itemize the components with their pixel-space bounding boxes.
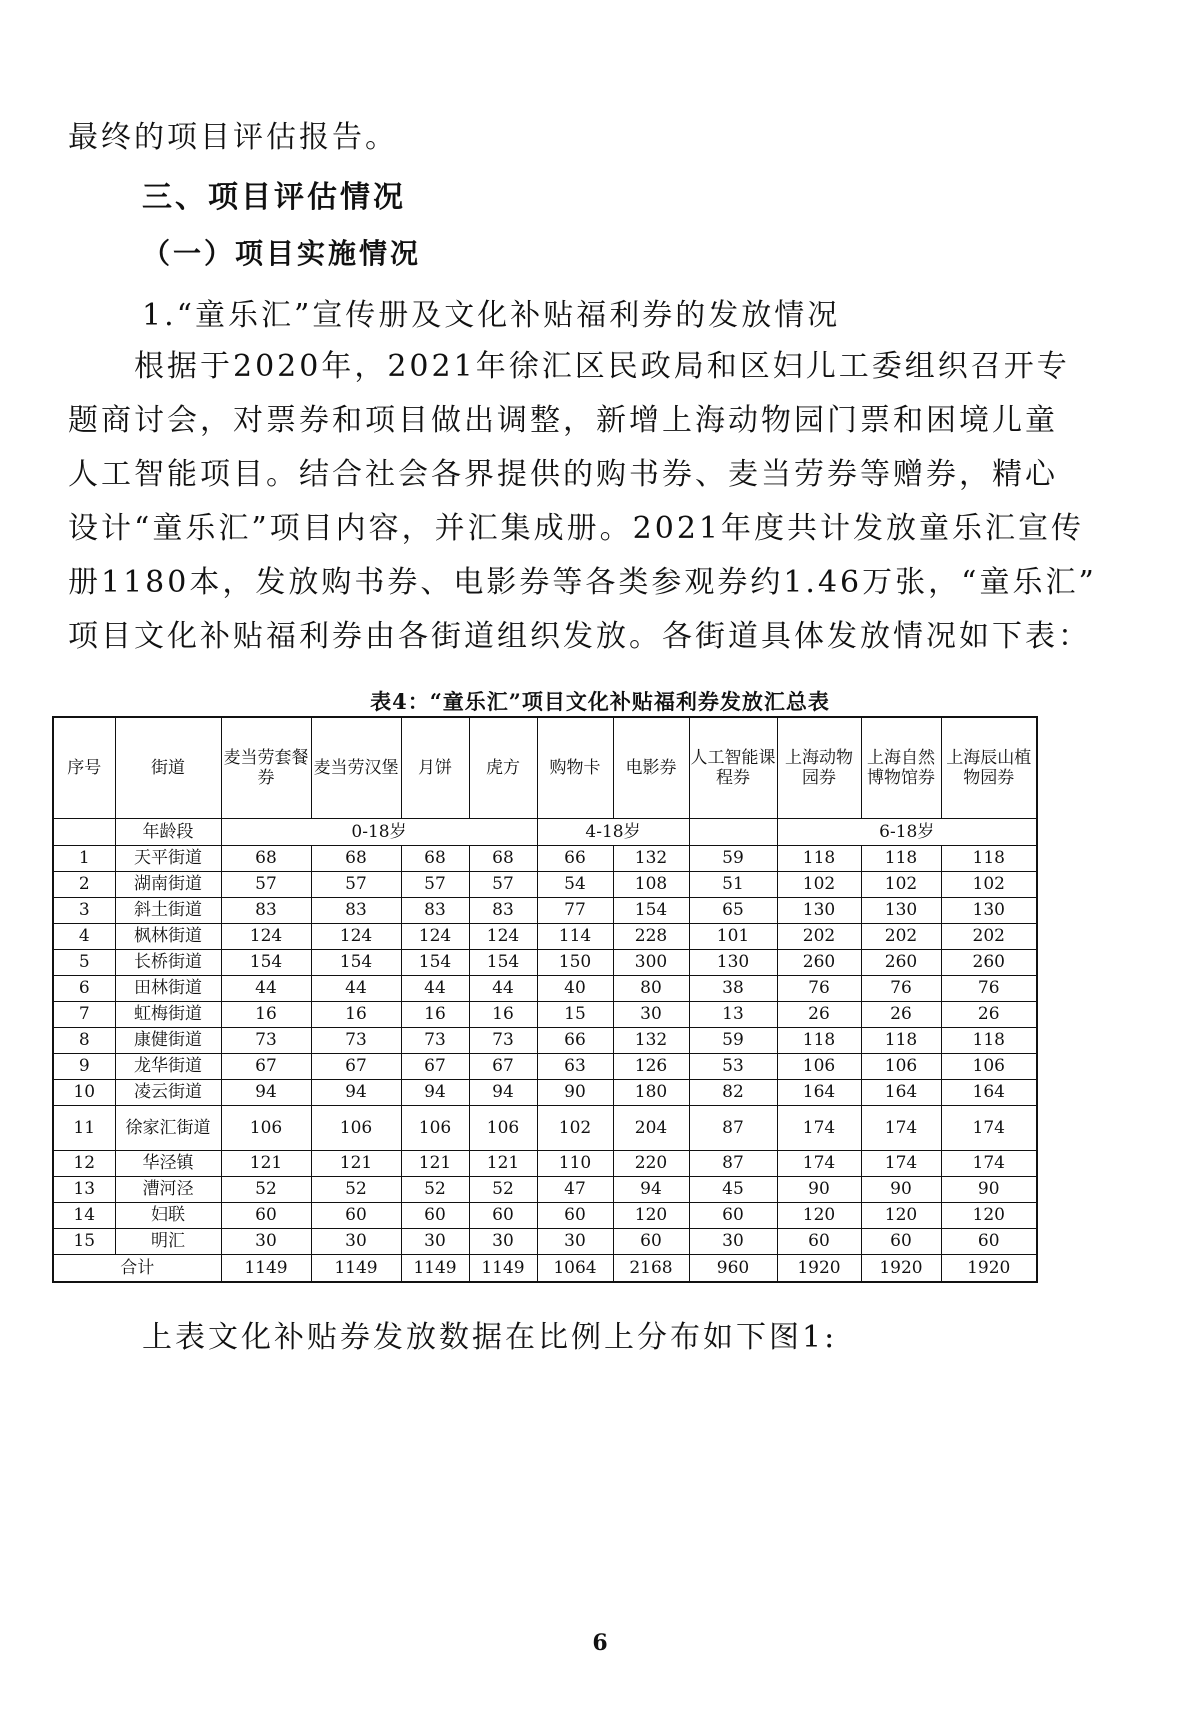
value-cell: 202 [941, 924, 1037, 950]
col-header-mooncake: 月饼 [401, 717, 469, 819]
value-cell: 52 [221, 1177, 311, 1203]
value-cell: 83 [221, 898, 311, 924]
total-cell: 1920 [861, 1255, 941, 1283]
table-row [53, 1106, 1037, 1151]
value-cell: 77 [537, 898, 613, 924]
age-group-2: 4-18岁 [537, 819, 689, 846]
value-cell: 16 [311, 1002, 401, 1028]
value-cell: 124 [469, 924, 537, 950]
value-cell: 68 [221, 846, 311, 872]
value-cell: 52 [311, 1177, 401, 1203]
paragraph-line: 册1180本，发放购书券、电影券等各类参观券约1.46万张，“童乐汇” [68, 565, 1097, 600]
value-cell: 130 [861, 898, 941, 924]
value-cell: 60 [777, 1229, 861, 1255]
value-cell: 66 [537, 1028, 613, 1054]
value-cell: 132 [613, 846, 689, 872]
value-cell: 174 [777, 1151, 861, 1177]
value-cell: 120 [941, 1203, 1037, 1229]
value-cell: 60 [537, 1203, 613, 1229]
value-cell: 57 [469, 872, 537, 898]
value-cell: 47 [537, 1177, 613, 1203]
row-index-cell: 11 [53, 1106, 115, 1151]
value-cell: 174 [941, 1151, 1037, 1177]
value-cell: 130 [777, 898, 861, 924]
value-cell: 180 [613, 1080, 689, 1106]
value-cell: 68 [469, 846, 537, 872]
row-index-cell: 2 [53, 872, 115, 898]
value-cell: 76 [941, 976, 1037, 1002]
value-cell: 60 [221, 1203, 311, 1229]
table-row [53, 1229, 1037, 1255]
value-cell: 106 [861, 1054, 941, 1080]
total-cell: 1149 [401, 1255, 469, 1283]
row-index-cell: 12 [53, 1151, 115, 1177]
col-header-hufang: 虎方 [469, 717, 537, 819]
col-header-mcd-set: 麦当劳套餐券 [221, 717, 311, 819]
table-row [53, 1203, 1037, 1229]
value-cell: 57 [401, 872, 469, 898]
table-row [53, 950, 1037, 976]
street-name-cell: 天平街道 [115, 846, 221, 872]
row-index-cell: 1 [53, 846, 115, 872]
value-cell: 60 [861, 1229, 941, 1255]
value-cell: 102 [861, 872, 941, 898]
table-body [53, 846, 1037, 1255]
value-cell: 44 [311, 976, 401, 1002]
total-cell: 1064 [537, 1255, 613, 1283]
value-cell: 154 [221, 950, 311, 976]
value-cell: 120 [861, 1203, 941, 1229]
value-cell: 106 [221, 1106, 311, 1151]
col-header-movie: 电影券 [613, 717, 689, 819]
value-cell: 106 [941, 1054, 1037, 1080]
value-cell: 118 [861, 1028, 941, 1054]
value-cell: 16 [401, 1002, 469, 1028]
value-cell: 63 [537, 1054, 613, 1080]
value-cell: 67 [469, 1054, 537, 1080]
total-cell: 1920 [777, 1255, 861, 1283]
value-cell: 51 [689, 872, 777, 898]
subsection-heading: （一）项目实施情况 [142, 237, 422, 270]
row-index-cell: 14 [53, 1203, 115, 1229]
table-caption: 表4：“童乐汇”项目文化补贴福利券发放汇总表 [370, 689, 830, 714]
value-cell: 150 [537, 950, 613, 976]
value-cell: 73 [401, 1028, 469, 1054]
total-row [53, 1255, 1037, 1283]
value-cell: 67 [401, 1054, 469, 1080]
value-cell: 106 [777, 1054, 861, 1080]
value-cell: 106 [401, 1106, 469, 1151]
value-cell: 124 [311, 924, 401, 950]
value-cell: 260 [777, 950, 861, 976]
total-label: 合计 [53, 1255, 221, 1283]
value-cell: 73 [221, 1028, 311, 1054]
value-cell: 126 [613, 1054, 689, 1080]
value-cell: 101 [689, 924, 777, 950]
street-name-cell: 漕河泾 [115, 1177, 221, 1203]
col-header-shopping-card: 购物卡 [537, 717, 613, 819]
value-cell: 60 [613, 1229, 689, 1255]
table-row [53, 872, 1037, 898]
table-row [53, 976, 1037, 1002]
street-name-cell: 龙华街道 [115, 1054, 221, 1080]
table-row [53, 1177, 1037, 1203]
value-cell: 120 [777, 1203, 861, 1229]
value-cell: 94 [613, 1177, 689, 1203]
street-name-cell: 长桥街道 [115, 950, 221, 976]
value-cell: 106 [311, 1106, 401, 1151]
value-cell: 102 [537, 1106, 613, 1151]
value-cell: 54 [537, 872, 613, 898]
value-cell: 44 [221, 976, 311, 1002]
value-cell: 121 [469, 1151, 537, 1177]
value-cell: 73 [469, 1028, 537, 1054]
row-index-cell: 8 [53, 1028, 115, 1054]
value-cell: 94 [401, 1080, 469, 1106]
total-cell: 2168 [613, 1255, 689, 1283]
value-cell: 164 [777, 1080, 861, 1106]
value-cell: 121 [401, 1151, 469, 1177]
value-cell: 202 [861, 924, 941, 950]
col-header-mcd-burger: 麦当劳汉堡 [311, 717, 401, 819]
value-cell: 16 [221, 1002, 311, 1028]
col-header-ai-course: 人工智能课程券 [689, 717, 777, 819]
street-name-cell: 徐家汇街道 [115, 1106, 221, 1151]
value-cell: 26 [941, 1002, 1037, 1028]
table-row [53, 924, 1037, 950]
value-cell: 132 [613, 1028, 689, 1054]
street-name-cell: 枫林街道 [115, 924, 221, 950]
value-cell: 76 [861, 976, 941, 1002]
value-cell: 174 [861, 1151, 941, 1177]
value-cell: 44 [469, 976, 537, 1002]
value-cell: 68 [311, 846, 401, 872]
age-group-1: 0-18岁 [221, 819, 537, 846]
value-cell: 118 [941, 846, 1037, 872]
value-cell: 38 [689, 976, 777, 1002]
value-cell: 30 [469, 1229, 537, 1255]
table-row [53, 1054, 1037, 1080]
value-cell: 260 [861, 950, 941, 976]
value-cell: 52 [469, 1177, 537, 1203]
street-name-cell: 华泾镇 [115, 1151, 221, 1177]
col-header-museum: 上海自然博物馆券 [861, 717, 941, 819]
col-header-zoo: 上海动物园券 [777, 717, 861, 819]
age-label: 年龄段 [115, 819, 221, 846]
text-line-intro: 最终的项目评估报告。 [68, 120, 398, 155]
row-index-cell: 10 [53, 1080, 115, 1106]
total-cell: 1149 [221, 1255, 311, 1283]
value-cell: 102 [941, 872, 1037, 898]
value-cell: 90 [777, 1177, 861, 1203]
value-cell: 90 [941, 1177, 1037, 1203]
value-cell: 66 [537, 846, 613, 872]
value-cell: 83 [401, 898, 469, 924]
value-cell: 30 [537, 1229, 613, 1255]
street-name-cell: 凌云街道 [115, 1080, 221, 1106]
value-cell: 102 [777, 872, 861, 898]
value-cell: 124 [221, 924, 311, 950]
value-cell: 45 [689, 1177, 777, 1203]
value-cell: 40 [537, 976, 613, 1002]
value-cell: 114 [537, 924, 613, 950]
value-cell: 174 [861, 1106, 941, 1151]
age-group-3: 6-18岁 [777, 819, 1037, 846]
value-cell: 154 [613, 898, 689, 924]
section-heading: 三、项目评估情况 [142, 180, 406, 215]
value-cell: 94 [311, 1080, 401, 1106]
value-cell: 174 [777, 1106, 861, 1151]
value-cell: 30 [221, 1229, 311, 1255]
value-cell: 60 [941, 1229, 1037, 1255]
value-cell: 118 [777, 846, 861, 872]
age-row [53, 819, 1037, 846]
value-cell: 16 [469, 1002, 537, 1028]
value-cell: 108 [613, 872, 689, 898]
value-cell: 94 [221, 1080, 311, 1106]
value-cell: 57 [311, 872, 401, 898]
value-cell: 60 [689, 1203, 777, 1229]
value-cell: 44 [401, 976, 469, 1002]
total-cell: 960 [689, 1255, 777, 1283]
value-cell: 260 [941, 950, 1037, 976]
value-cell: 174 [941, 1106, 1037, 1151]
value-cell: 60 [401, 1203, 469, 1229]
value-cell: 83 [311, 898, 401, 924]
value-cell: 154 [469, 950, 537, 976]
body-paragraph [68, 340, 1097, 664]
value-cell: 57 [221, 872, 311, 898]
col-header-street: 街道 [115, 717, 221, 819]
value-cell: 68 [401, 846, 469, 872]
value-cell: 52 [401, 1177, 469, 1203]
value-cell: 30 [689, 1229, 777, 1255]
value-cell: 59 [689, 846, 777, 872]
row-index-cell: 3 [53, 898, 115, 924]
distribution-table [52, 716, 1038, 1283]
value-cell: 80 [613, 976, 689, 1002]
table-row [53, 1028, 1037, 1054]
value-cell: 53 [689, 1054, 777, 1080]
value-cell: 13 [689, 1002, 777, 1028]
row-index-cell: 15 [53, 1229, 115, 1255]
value-cell: 130 [689, 950, 777, 976]
row-index-cell: 4 [53, 924, 115, 950]
text-line-after-table: 上表文化补贴券发放数据在比例上分布如下图1: [142, 1320, 838, 1355]
value-cell: 30 [311, 1229, 401, 1255]
value-cell: 106 [469, 1106, 537, 1151]
street-name-cell: 妇联 [115, 1203, 221, 1229]
value-cell: 73 [311, 1028, 401, 1054]
value-cell: 90 [861, 1177, 941, 1203]
value-cell: 87 [689, 1106, 777, 1151]
value-cell: 26 [861, 1002, 941, 1028]
value-cell: 202 [777, 924, 861, 950]
street-name-cell: 虹梅街道 [115, 1002, 221, 1028]
paragraph-line: 人工智能项目。结合社会各界提供的购书券、麦当劳券等赠券，精心 [68, 457, 1058, 492]
age-blank-cell [53, 819, 115, 846]
value-cell: 204 [613, 1106, 689, 1151]
value-cell: 121 [221, 1151, 311, 1177]
value-cell: 220 [613, 1151, 689, 1177]
col-header-index: 序号 [53, 717, 115, 819]
value-cell: 94 [469, 1080, 537, 1106]
value-cell: 154 [311, 950, 401, 976]
item-heading: 1.“童乐汇”宣传册及文化补贴福利券的发放情况 [142, 298, 841, 333]
value-cell: 164 [941, 1080, 1037, 1106]
value-cell: 120 [613, 1203, 689, 1229]
value-cell: 65 [689, 898, 777, 924]
street-name-cell: 湖南街道 [115, 872, 221, 898]
paragraph-line: 根据于2020年，2021年徐汇区民政局和区妇儿工委组织召开专 [134, 349, 1070, 384]
value-cell: 118 [777, 1028, 861, 1054]
table-row [53, 898, 1037, 924]
value-cell: 90 [537, 1080, 613, 1106]
paragraph-line: 题商讨会，对票券和项目做出调整，新增上海动物园门票和困境儿童 [68, 403, 1058, 438]
value-cell: 228 [613, 924, 689, 950]
total-cell: 1149 [469, 1255, 537, 1283]
row-index-cell: 6 [53, 976, 115, 1002]
paragraph-line: 项目文化补贴福利券由各街道组织发放。各街道具体发放情况如下表： [68, 619, 1091, 654]
table-row [53, 1002, 1037, 1028]
page-number: 6 [592, 1630, 608, 1656]
row-index-cell: 13 [53, 1177, 115, 1203]
total-cell: 1920 [941, 1255, 1037, 1283]
value-cell: 82 [689, 1080, 777, 1106]
value-cell: 60 [469, 1203, 537, 1229]
value-cell: 110 [537, 1151, 613, 1177]
value-cell: 124 [401, 924, 469, 950]
street-name-cell: 斜土街道 [115, 898, 221, 924]
value-cell: 118 [941, 1028, 1037, 1054]
street-name-cell: 明汇 [115, 1229, 221, 1255]
table-row [53, 1080, 1037, 1106]
value-cell: 130 [941, 898, 1037, 924]
value-cell: 154 [401, 950, 469, 976]
table-row [53, 846, 1037, 872]
table-row [53, 1151, 1037, 1177]
row-index-cell: 5 [53, 950, 115, 976]
paragraph-line: 设计“童乐汇”项目内容，并汇集成册。2021年度共计发放童乐汇宣传 [68, 511, 1085, 546]
row-index-cell: 7 [53, 1002, 115, 1028]
value-cell: 300 [613, 950, 689, 976]
value-cell: 15 [537, 1002, 613, 1028]
value-cell: 83 [469, 898, 537, 924]
col-header-botanical: 上海辰山植物园券 [941, 717, 1037, 819]
street-name-cell: 康健街道 [115, 1028, 221, 1054]
value-cell: 164 [861, 1080, 941, 1106]
value-cell: 76 [777, 976, 861, 1002]
value-cell: 60 [311, 1203, 401, 1229]
value-cell: 87 [689, 1151, 777, 1177]
age-blank-cell [689, 819, 777, 846]
value-cell: 67 [311, 1054, 401, 1080]
header-row [53, 717, 1037, 819]
value-cell: 67 [221, 1054, 311, 1080]
value-cell: 121 [311, 1151, 401, 1177]
value-cell: 26 [777, 1002, 861, 1028]
row-index-cell: 9 [53, 1054, 115, 1080]
street-name-cell: 田林街道 [115, 976, 221, 1002]
value-cell: 30 [613, 1002, 689, 1028]
value-cell: 118 [861, 846, 941, 872]
value-cell: 30 [401, 1229, 469, 1255]
value-cell: 59 [689, 1028, 777, 1054]
total-cell: 1149 [311, 1255, 401, 1283]
